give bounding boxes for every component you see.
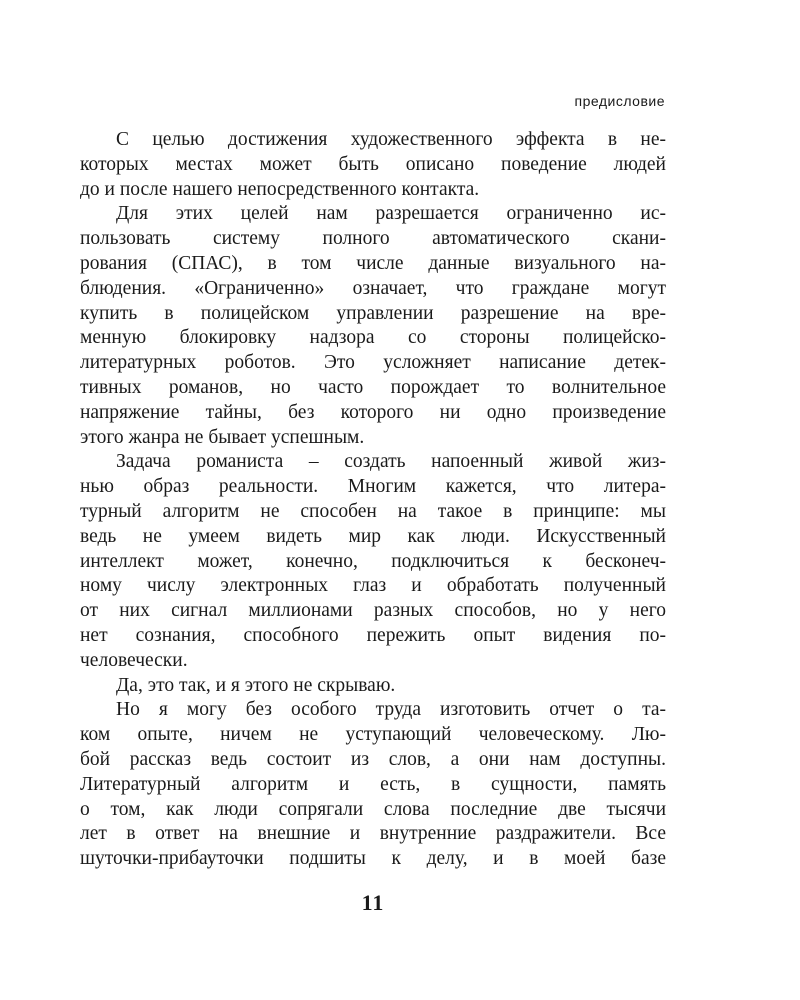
text-line: Задача романиста – создать напоенный живой жиз-: [116, 451, 666, 473]
text-line: интеллект может, конечно, подключиться к бесконеч-: [80, 550, 666, 572]
text-line: ному числу электронных глаз и обработать полученный: [80, 575, 666, 597]
text-line: рования (СПАС), в том числе данные визуального на-: [80, 252, 666, 274]
paragraph: [80, 674, 666, 699]
text-line: нью образ реальности. Многим кажется, что литера-: [80, 476, 666, 498]
text-line: ведь не умеем видеть мир как люди. Искусственный: [80, 525, 666, 547]
text-line: этого жанра не бывает успешным.: [80, 426, 365, 448]
text-line: турный алгоритм не способен на такое в принципе: мы: [80, 500, 666, 522]
running-header: предисловие: [574, 93, 665, 109]
paragraph: [80, 128, 666, 202]
paragraph: [80, 698, 666, 872]
text-line: тивных романов, но часто порождает то волнительное: [80, 376, 666, 398]
paragraph: [80, 202, 666, 450]
page-number: 11: [361, 890, 385, 915]
text-line: ком опыте, ничем не уступающий человеческому. Лю-: [80, 724, 666, 746]
text-line: о том, как люди сопрягали слова последние две тысячи: [80, 798, 666, 820]
paragraph: [80, 450, 666, 673]
text-line: лет в ответ на внешние и внутренние раздражители. Все: [80, 823, 666, 845]
text-line: шуточки-прибауточки подшиты к делу, и в моей базе: [80, 848, 666, 870]
text-line: литературных роботов. Это усложняет написание детек-: [80, 352, 666, 374]
text-line: нет сознания, способного пережить опыт видения по-: [80, 624, 666, 646]
text-line: менную блокировку надзора со стороны полицейско-: [80, 327, 666, 349]
text-line: С целью достижения художественного эффекта в не-: [116, 129, 666, 150]
text-line: Литературный алгоритм и есть, в сущности, память: [80, 773, 666, 795]
text-line: Для этих целей нам разрешается ограниченно ис-: [116, 203, 666, 225]
text-line: пользовать систему полного автоматического скани-: [80, 228, 666, 250]
text-line: бой рассказ ведь состоит из слов, а они нам доступны.: [80, 748, 666, 770]
text-line: купить в полицейском управлении разрешение на вре-: [80, 302, 666, 324]
text-line: которых местах может быть описано поведение людей: [80, 153, 666, 175]
text-line: Да, это так, и я этого не скрываю.: [116, 674, 396, 696]
text-line: Но я могу без особого труда изготовить отчет о та-: [116, 699, 666, 721]
text-line: напряжение тайны, без которого ни одно произведение: [80, 401, 666, 423]
text-line: человечески.: [80, 649, 188, 671]
text-line: от них сигнал миллионами разных способов, но у него: [80, 600, 666, 622]
text-line: блюдения. «Ограниченно» означает, что граждане могут: [80, 277, 666, 299]
text-line: до и после нашего непосредственного контакта.: [80, 178, 480, 200]
body-text: [80, 128, 666, 872]
